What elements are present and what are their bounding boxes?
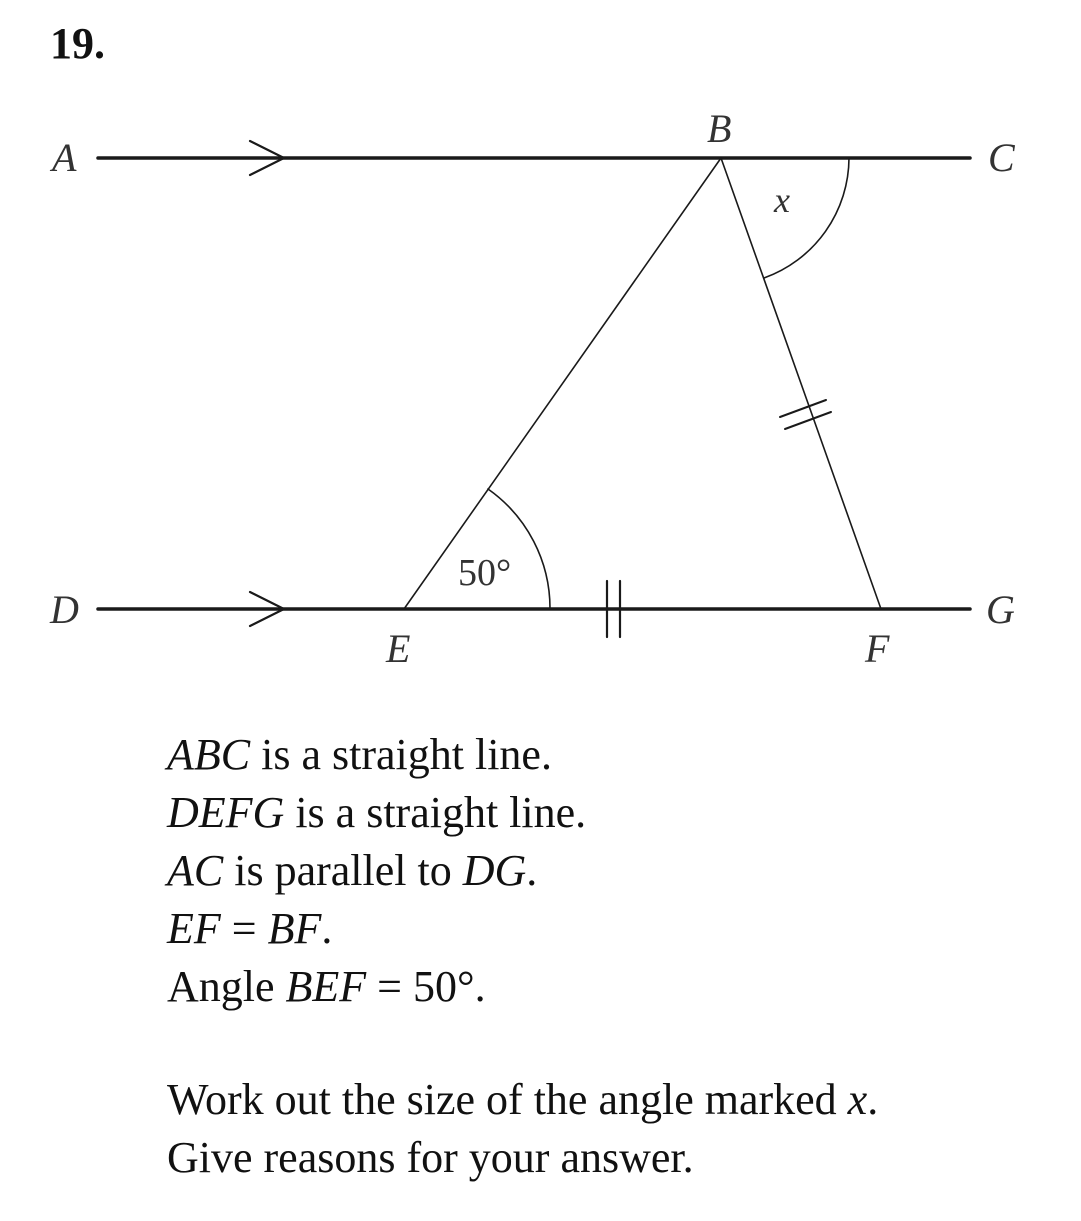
statement-text: is a straight line.	[284, 788, 587, 837]
equal-tick-bf-2	[785, 412, 831, 429]
statement-text: Angle	[167, 962, 286, 1011]
angle-label-x: x	[774, 180, 790, 220]
angle-label-50: 50°	[458, 552, 512, 594]
statement-parallel	[167, 842, 586, 900]
point-label-d: D	[50, 587, 79, 632]
statement-text: is a straight line.	[250, 730, 552, 779]
segment-name: DG	[462, 846, 527, 895]
statement-abc	[167, 726, 586, 784]
task-text: Work out the size of the angle marked	[167, 1075, 848, 1124]
statement-angle	[167, 958, 586, 1016]
segment-bf	[721, 158, 881, 609]
segment-name: BF	[267, 904, 322, 953]
segment-be	[404, 158, 721, 609]
point-label-c: C	[988, 135, 1015, 180]
statement-equal	[167, 900, 586, 958]
segment-name: EF	[167, 904, 221, 953]
equal-tick-bf-1	[780, 400, 826, 417]
task-line-2: Give reasons for your answer.	[167, 1133, 694, 1182]
task-text: .	[867, 1075, 879, 1124]
task-instructions	[167, 1071, 878, 1187]
point-label-g: G	[986, 587, 1015, 632]
statement-text: is parallel to	[223, 846, 463, 895]
statement-text: .	[321, 904, 333, 953]
segment-name: ABC	[167, 730, 251, 779]
segment-name: DEFG	[167, 788, 285, 837]
segment-name: AC	[167, 846, 224, 895]
statement-text: = 50°.	[366, 962, 486, 1011]
point-label-e: E	[386, 626, 411, 671]
statement-text: .	[526, 846, 538, 895]
point-label-b: B	[707, 106, 732, 151]
task-variable: x	[847, 1075, 868, 1124]
point-label-f: F	[865, 626, 890, 671]
point-label-a: A	[52, 135, 77, 180]
statement-defg	[167, 784, 586, 842]
question-number: 19.	[50, 19, 105, 68]
angle-name: BEF	[285, 962, 367, 1011]
task-line-1	[167, 1071, 878, 1129]
given-statements	[167, 726, 586, 1016]
statement-text: =	[220, 904, 268, 953]
